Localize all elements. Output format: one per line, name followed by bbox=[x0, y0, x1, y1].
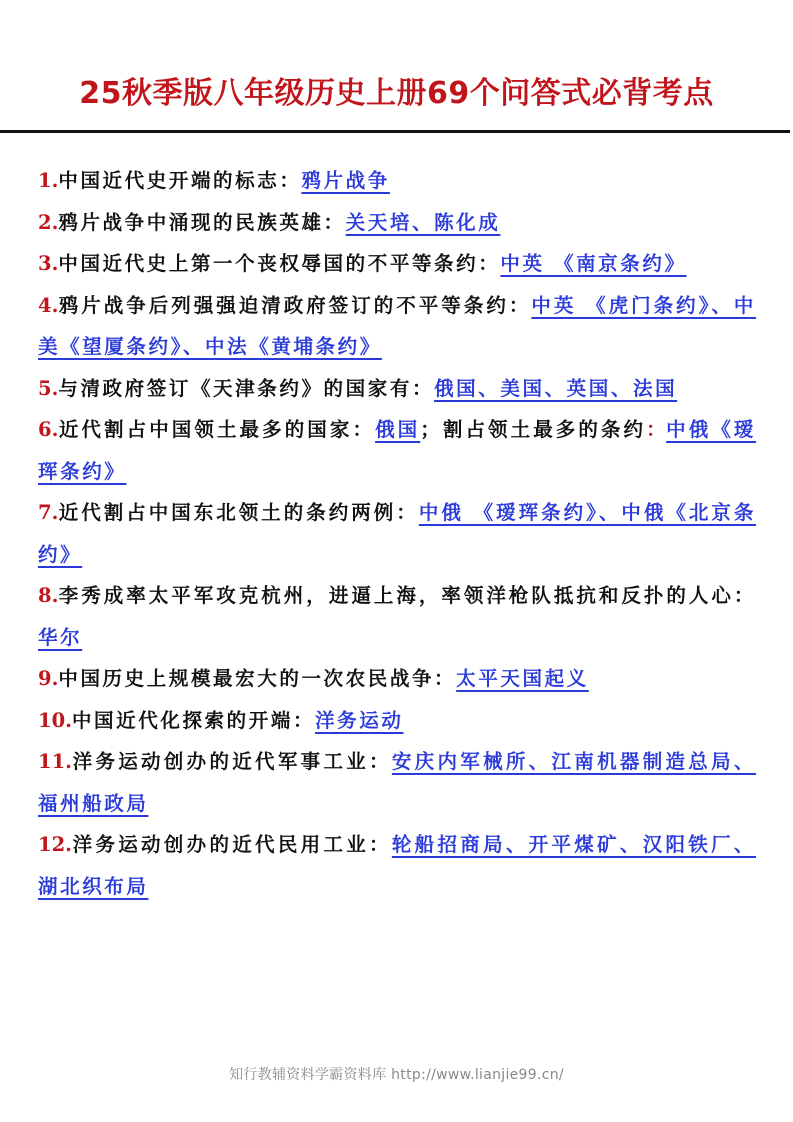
item-answer: 俄国、美国、英国、法国 bbox=[434, 376, 678, 400]
item-number: 1. bbox=[38, 169, 59, 192]
list-item bbox=[38, 160, 756, 202]
list-item bbox=[38, 243, 756, 285]
item-question: 鸦片战争后列强强迫清政府签订的不平等条约： bbox=[58, 293, 532, 317]
item-answer: 华尔 bbox=[38, 625, 83, 649]
item-number: 5. bbox=[38, 376, 59, 400]
item-number: 8. bbox=[38, 584, 59, 607]
item-answer: 中英 《南京条约》 bbox=[500, 252, 687, 275]
item-question: 中国近代史上第一个丧权辱国的不平等条约： bbox=[58, 252, 501, 275]
item-question: 李秀成率太平军攻克杭州，进逼上海，率领洋枪队抵抗和反扑的人心： bbox=[58, 584, 756, 607]
item-number: 11. bbox=[38, 750, 72, 773]
item-question: 洋务运动创办的近代民用工业： bbox=[71, 833, 392, 856]
item-question: 洋务运动创办的近代军事工业： bbox=[71, 750, 392, 773]
page-title: 25秋季版八年级历史上册69个问答式必背考点 bbox=[79, 76, 714, 111]
item-answer: 安庆内军械所、江南机器制造总局、福州船政局 bbox=[38, 750, 756, 815]
item-question: 鸦片战争中涌现的民族英雄： bbox=[58, 210, 346, 234]
item-number: 6. bbox=[38, 418, 59, 441]
item-question-2: ；割占领土最多的条约 bbox=[420, 418, 647, 441]
item-question: 中国历史上规模最宏大的一次农民战争： bbox=[58, 667, 457, 690]
list-item bbox=[38, 368, 756, 410]
list-item bbox=[38, 741, 756, 824]
item-answer: 中俄 《瑷珲条约》、中俄《北京条约》 bbox=[38, 501, 756, 566]
list-item bbox=[38, 700, 756, 742]
list-item bbox=[38, 658, 756, 700]
item-answer: 洋务运动 bbox=[315, 708, 404, 732]
footer-source: 知行教辅资料学霸资料库 http://www.lianjie99.cn/ bbox=[229, 1067, 564, 1083]
list-item bbox=[38, 409, 756, 492]
item-number: 7. bbox=[38, 501, 59, 524]
item-number: 2. bbox=[38, 210, 59, 234]
item-answer: 太平天国起义 bbox=[456, 667, 589, 690]
item-answer: 俄国 bbox=[375, 418, 421, 441]
item-colon: ： bbox=[646, 418, 667, 441]
list-item bbox=[38, 285, 756, 368]
item-answer: 鸦片战争 bbox=[301, 169, 390, 192]
item-answer: 关天培、陈化成 bbox=[345, 210, 501, 234]
item-answer: 中英 《虎门条约》、中美《望厦条约》、中法《黄埔条约》 bbox=[38, 293, 756, 358]
item-question: 与清政府签订《天津条约》的国家有： bbox=[58, 376, 435, 400]
item-number: 10. bbox=[38, 708, 72, 732]
item-number: 12. bbox=[38, 833, 72, 856]
item-number: 4. bbox=[38, 293, 59, 317]
item-question: 近代割占中国领土最多的国家： bbox=[58, 418, 376, 441]
question-list bbox=[38, 160, 756, 907]
item-answer-2: 中俄《瑷珲条约》 bbox=[38, 418, 757, 483]
item-question: 中国近代化探索的开端： bbox=[71, 708, 316, 732]
item-answer: 轮船招商局、开平煤矿、汉阳铁厂、湖北织布局 bbox=[38, 833, 756, 898]
list-item bbox=[38, 824, 756, 907]
title-divider bbox=[0, 130, 790, 133]
list-item bbox=[38, 575, 756, 658]
item-number: 9. bbox=[38, 667, 59, 690]
list-item bbox=[38, 492, 756, 575]
item-question: 中国近代史开端的标志： bbox=[58, 169, 302, 192]
list-item bbox=[38, 202, 756, 244]
item-number: 3. bbox=[38, 252, 59, 275]
item-question: 近代割占中国东北领土的条约两例： bbox=[58, 501, 419, 524]
